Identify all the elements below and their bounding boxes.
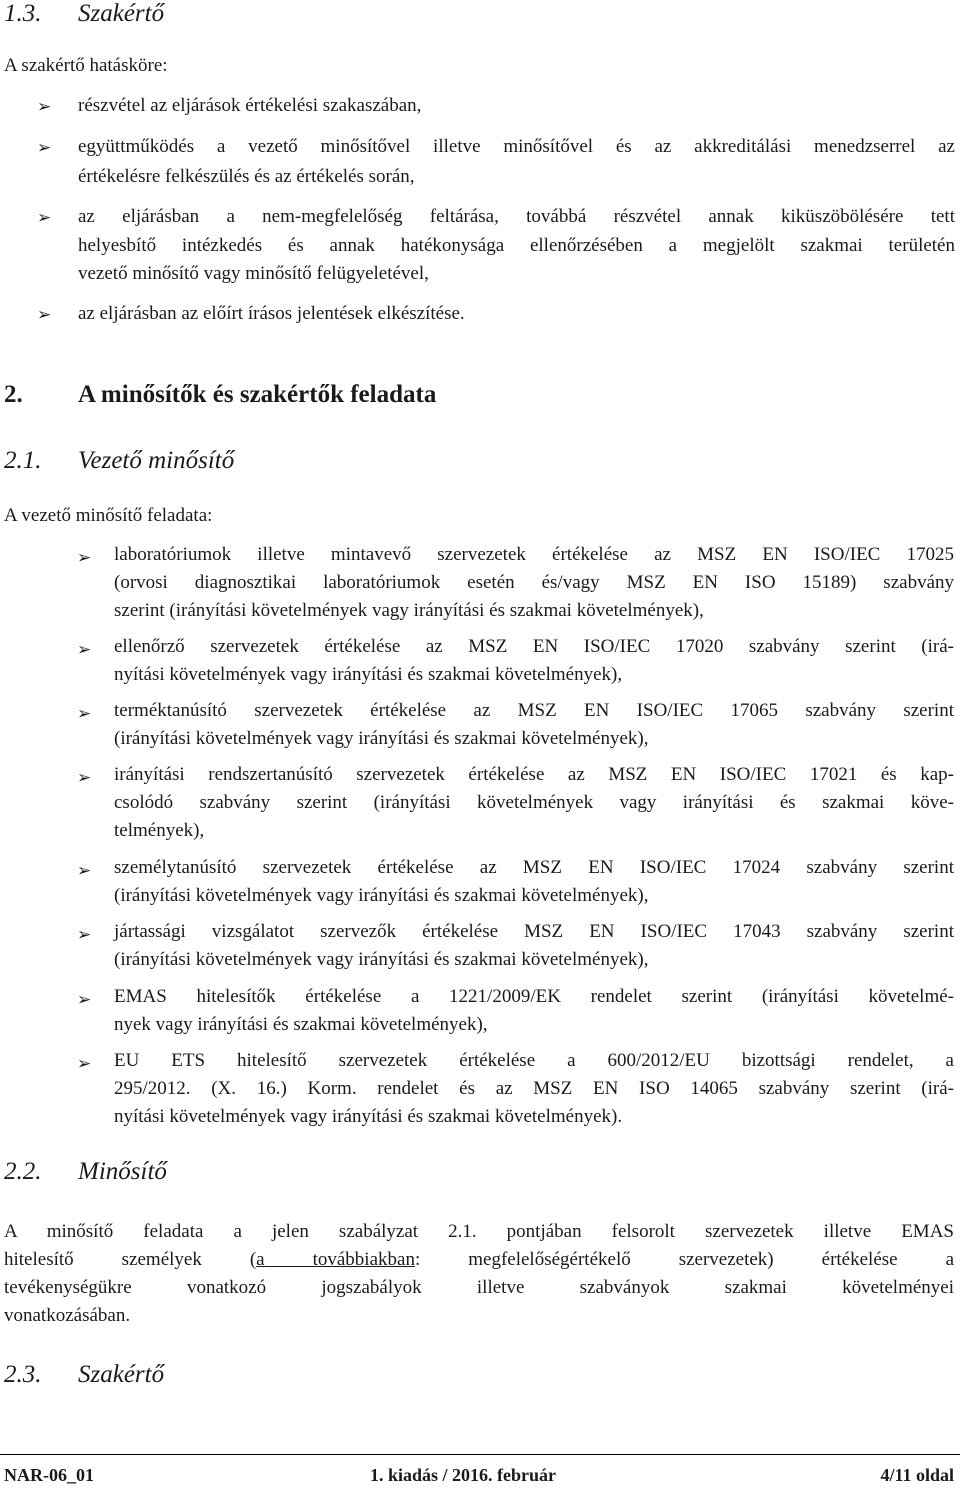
bullet-arrow-icon: ➢ [77, 861, 92, 880]
paragraph-line [4, 1249, 954, 1271]
bullet-arrow-icon: ➢ [77, 925, 92, 944]
bullet-arrow-icon: ➢ [77, 640, 92, 659]
list-item: együttműködés a vezető minősítővel illetve minősítővel és az akkreditálási menedzserrel az [78, 136, 955, 157]
bullet-arrow-icon: ➢ [77, 1054, 92, 1073]
list-item: személytanúsító szervezetek értékelése az MSZ EN ISO/IEC 17024 szabvány szerint [114, 857, 954, 878]
paragraph-text: hitelesítő személyek ( [4, 1249, 257, 1270]
paragraph-line: A minősítő feladata a jelen szabályzat 2.1. pontjában felsorolt szervezetek illetve EMAS [4, 1221, 954, 1242]
bullet-arrow-icon: ➢ [37, 138, 52, 157]
list-item: telmények), [114, 820, 205, 841]
underlined-term: a továbbiakban [256, 1249, 415, 1270]
bullet-arrow-icon: ➢ [37, 97, 52, 116]
list-item: (irányítási követelmények vagy irányítási és szakmai követelmények), [114, 885, 649, 906]
section-1-3-intro: A szakértő hatásköre: [4, 55, 168, 76]
list-item: nyítási követelmények vagy irányítási és szakmai követelmények), [114, 664, 623, 685]
list-item: nyek vagy irányítási és szakmai követelmények), [114, 1014, 488, 1035]
list-item: az eljárásban az előírt írásos jelentések elkészítése. [78, 303, 465, 324]
bullet-arrow-icon: ➢ [77, 990, 92, 1009]
list-item: (orvosi diagnosztikai laboratóriumok esetén és/vagy MSZ EN ISO 15189) szabvány [114, 572, 954, 593]
list-item: értékelésre felkészülés és az értékelés során, [78, 166, 415, 187]
bullet-arrow-icon: ➢ [77, 768, 92, 787]
section-2-1-number: 2.1. [4, 447, 42, 474]
section-2-2-title: Minősítő [78, 1158, 167, 1185]
section-2-1-intro: A vezető minősítő feladata: [4, 505, 213, 526]
section-2-3-number: 2.3. [4, 1361, 42, 1388]
list-item: irányítási rendszertanúsító szervezetek értékelése az MSZ EN ISO/IEC 17021 és kap- [114, 764, 954, 785]
section-2-number: 2. [4, 381, 23, 408]
list-item: EMAS hitelesítők értékelése a 1221/2009/EK rendelet szerint (irányítási követelmé- [114, 986, 954, 1007]
paragraph-line: vonatkozásában. [4, 1305, 131, 1326]
list-item: csolódó szabvány szerint (irányítási követelmények vagy irányítási és szakmai köve- [114, 792, 954, 813]
section-1-3-number: 1.3. [4, 0, 42, 27]
list-item: 295/2012. (X. 16.) Korm. rendelet és az MSZ EN ISO 14065 szabvány szerint (irá- [114, 1078, 954, 1099]
footer-edition: 1. kiadás / 2016. február [370, 1465, 557, 1485]
section-2-2-number: 2.2. [4, 1158, 42, 1185]
list-item: részvétel az eljárások értékelési szakaszában, [78, 95, 422, 116]
list-item: az eljárásban a nem-megfelelőség feltárása, továbbá részvétel annak kiküszöbölésére tett [78, 206, 955, 227]
footer-document-code: NAR-06_01 [4, 1465, 94, 1485]
paragraph-line: tevékenységükre vonatkozó jogszabályok illetve szabványok szakmai követelményei [4, 1277, 954, 1298]
list-item: vezető minősítő vagy minősítő felügyeletével, [78, 263, 429, 284]
bullet-arrow-icon: ➢ [37, 208, 52, 227]
section-1-3-title: Szakértő [78, 0, 165, 27]
paragraph-text: : megfelelőségértékelő szervezetek) értékelése a [414, 1249, 955, 1270]
list-item: EU ETS hitelesítő szervezetek értékelése a 600/2012/EU bizottsági rendelet, a [114, 1050, 954, 1071]
footer-page-number: 4/11 oldal [880, 1465, 954, 1485]
bullet-arrow-icon: ➢ [77, 548, 92, 567]
list-item: ellenőrző szervezetek értékelése az MSZ EN ISO/IEC 17020 szabvány szerint (irá- [114, 636, 954, 657]
section-2-1-title: Vezető minősítő [78, 447, 235, 474]
footer-divider [0, 1454, 960, 1455]
list-item: laboratóriumok illetve mintavevő szervezetek értékelése az MSZ EN ISO/IEC 17025 [114, 544, 954, 565]
list-item: helyesbítő intézkedés és annak hatékonysága ellenőrzésében a megjelölt szakmai területén [78, 235, 955, 256]
list-item: nyítási követelmények vagy irányítási és szakmai követelmények). [114, 1106, 623, 1127]
section-2-title: A minősítők és szakértők feladata [78, 381, 437, 408]
list-item: szerint (irányítási követelmények vagy irányítási és szakmai követelmények), [114, 600, 704, 621]
bullet-arrow-icon: ➢ [37, 305, 52, 324]
list-item: (irányítási követelmények vagy irányítási és szakmai követelmények), [114, 949, 649, 970]
section-2-3-title: Szakértő [78, 1361, 165, 1388]
list-item: jártassági vizsgálatot szervezők értékelése MSZ EN ISO/IEC 17043 szabvány szerint [114, 921, 954, 942]
bullet-arrow-icon: ➢ [77, 704, 92, 723]
list-item: terméktanúsító szervezetek értékelése az MSZ EN ISO/IEC 17065 szabvány szerint [114, 700, 954, 721]
list-item: (irányítási követelmények vagy irányítási és szakmai követelmények), [114, 728, 649, 749]
